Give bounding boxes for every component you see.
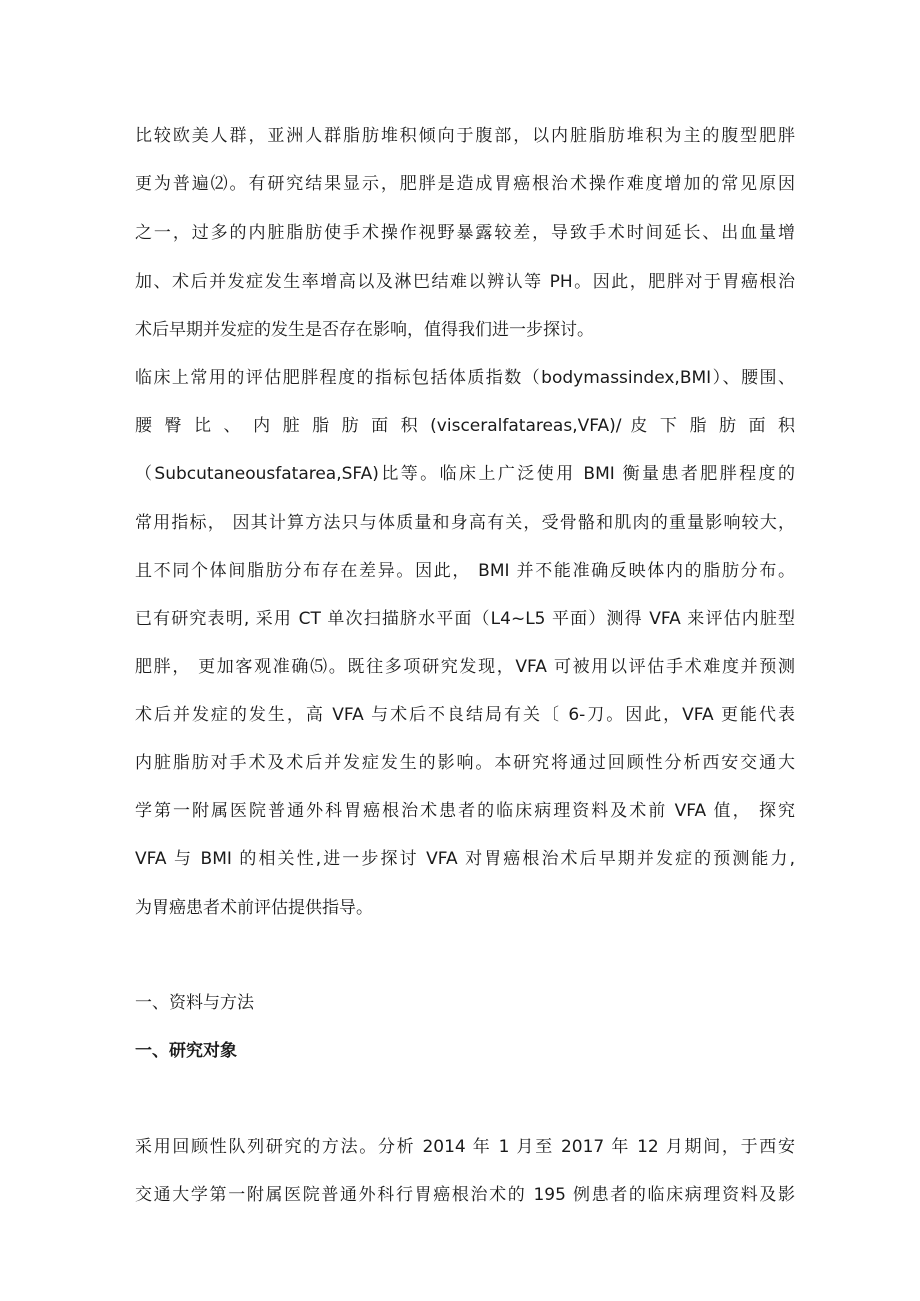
paragraph-2-line-2: 腰 臀 比 、 内 脏 脂 肪 面 积 (visceralfatareas,VFA)/ 皮 下 脂 肪 面 积 [135,416,795,436]
paragraph-3-line-2: 交通大学第一附属医院普通外科行胃癌根治术的 195 例患者的临床病理资料及影 [135,1185,795,1205]
paragraph-1-line-2: 更为普遍⑵。有研究结果显示，肥胖是造成胃癌根治术操作难度增加的常见原因 [135,174,795,194]
paragraph-1-line-4: 加、术后并发症发生率增高以及淋巴结难以辨认等 PH。因此，肥胖对于胃癌根治 [135,272,795,292]
paragraph-1-line-1: 比较欧美人群，亚洲人群脂肪堆积倾向于腹部，以内脏脂肪堆积为主的腹型肥胖 [135,126,795,146]
paragraph-2-line-11: VFA 与 BMI 的相关性,进一步探讨 VFA 对胃癌根治术后早期并发症的预测能力, [135,849,795,869]
paragraph-2-line-5: 且不同个体间脂肪分布存在差异。因此， BMI 并不能准确反映体内的脂肪分布。 [135,561,795,581]
paragraph-1-line-3: 之一，过多的内脏脂肪使手术操作视野暴露较差，导致手术时间延长、出血量增 [135,223,795,243]
paragraph-2-line-4: 常用指标， 因其计算方法只与体质量和身高有关，受骨骼和肌肉的重量影响较大， [135,513,795,533]
paragraph-1-line-5: 术后早期并发症的发生是否存在影响，值得我们进一步探讨。 [135,320,594,340]
paragraph-2-line-6: 已有研究表明, 采用 CT 单次扫描脐水平面（L4~L5 平面）测得 VFA 来评估内脏型 [135,609,795,629]
paragraph-2-line-10: 学第一附属医院普通外科胃癌根治术患者的临床病理资料及术前 VFA 值， 探究 [135,801,795,821]
subsection-heading: 一、研究对象 [135,1041,237,1061]
paragraph-2-line-1: 临床上常用的评估肥胖程度的指标包括体质指数（bodymassindex,BMI）、腰围、 [135,368,795,388]
paragraph-2-line-8: 术后并发症的发生，高 VFA 与术后不良结局有关〔 6-刀。因此，VFA 更能代表 [135,705,795,725]
section-heading: 一、资料与方法 [135,993,254,1013]
paragraph-3-line-1: 采用回顾性队列研究的方法。分析 2014 年 1 月至 2017 年 12 月期间，于西安 [135,1137,795,1157]
paragraph-2-line-12: 为胃癌患者术前评估提供指导。 [135,898,373,918]
paragraph-2-line-7: 肥胖， 更加客观准确⑸。既往多项研究发现，VFA 可被用以评估手术难度并预测 [135,657,795,677]
paragraph-2-line-3: （Subcutaneousfatarea,SFA)比等。临床上广泛使用 BMI 衡量患者肥胖程度的 [135,464,795,484]
paragraph-2-line-9: 内脏脂肪对手术及术后并发症发生的影响。本研究将通过回顾性分析西安交通大 [135,753,795,773]
